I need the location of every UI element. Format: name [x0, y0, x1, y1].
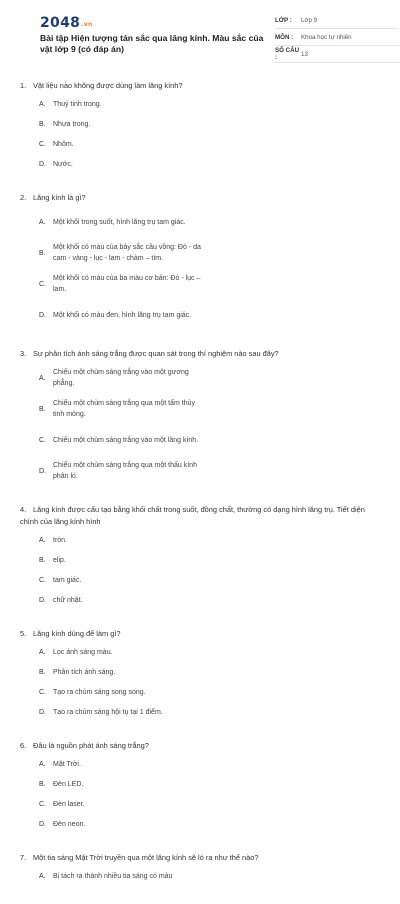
answer-choice[interactable] — [39, 667, 210, 678]
choice-letter: A. — [39, 873, 46, 880]
choice-letter: B. — [39, 405, 46, 413]
answer-choice[interactable] — [39, 687, 210, 698]
meta-value: 13 — [301, 50, 308, 58]
choice-text: Chiếu một chùm sáng trắng vào một lăng kính. — [53, 436, 199, 444]
answer-choices — [20, 647, 380, 727]
answer-choice[interactable] — [39, 99, 210, 110]
choice-letter: B. — [39, 669, 46, 676]
question-body: Đâu là nguồn phát ánh sáng trắng? — [33, 741, 149, 750]
choice-text: elip. — [53, 557, 66, 564]
question-text — [20, 628, 380, 640]
choice-text: Nhựa trong. — [53, 121, 91, 128]
choice-text: Mặt Trời. — [53, 761, 81, 768]
choice-text: Thuỷ tinh trong. — [53, 101, 102, 108]
answer-choice[interactable] — [39, 367, 210, 389]
choice-letter: D. — [39, 467, 46, 475]
question-body: Lăng kính dùng để làm gì? — [33, 629, 121, 638]
choice-text: Một khối có màu đen, hình lăng trụ tam giác. — [53, 311, 192, 319]
answer-choice[interactable] — [39, 460, 210, 482]
answer-choice[interactable] — [39, 647, 210, 658]
answer-choices — [20, 535, 380, 615]
meta-value: Khoa học tự nhiên — [301, 33, 352, 41]
question-body: Lăng kính được cấu tạo bằng khối chất trong suốt, đồng chất, thường có dạng hình lăng trụ. Tiết diện chính của lăng kính hình — [20, 505, 365, 526]
choice-text: Tạo ra chùm sáng song song. — [53, 689, 146, 696]
choice-text: Đèn laser. — [53, 801, 85, 808]
question-5 — [20, 628, 380, 727]
choice-letter: A. — [39, 101, 46, 108]
question-2 — [20, 192, 380, 335]
question-number: 5. — [20, 629, 27, 638]
choice-text: tròn. — [53, 537, 68, 544]
answer-choice[interactable] — [39, 139, 210, 150]
meta-value: Lớp 9 — [301, 16, 318, 24]
answer-choice[interactable] — [39, 242, 210, 264]
choice-text: chữ nhật. — [53, 597, 83, 604]
meta-row-subject — [275, 29, 399, 46]
choice-letter: C. — [39, 436, 46, 444]
choice-letter: C. — [39, 280, 46, 288]
choice-text: Chiếu một chùm sáng trắng qua một tấm thủy tinh mỏng. — [53, 400, 196, 418]
question-number: 4. — [20, 505, 27, 514]
question-text — [20, 348, 380, 360]
choice-letter: A. — [39, 374, 46, 382]
meta-key: MÔN : — [275, 33, 294, 41]
choice-text: Tạo ra chùm sáng hội tụ tại 1 điểm. — [53, 709, 163, 716]
question-number: 3. — [20, 349, 27, 358]
answer-choices — [20, 871, 380, 891]
question-body: Lăng kính là gì? — [33, 193, 86, 202]
question-6 — [20, 740, 380, 839]
choice-text: Lọc ánh sáng màu. — [53, 649, 113, 656]
question-1 — [20, 80, 380, 179]
meta-row-count — [275, 46, 399, 63]
question-body: Sự phân tích ánh sáng trắng được quan sát trong thí nghiệm nào sau đây? — [33, 349, 279, 358]
question-body: Một tia sáng Mặt Trời truyền qua một lăng kính sẽ ló ra như thế nào? — [33, 853, 259, 862]
choice-letter: C. — [39, 689, 46, 696]
choice-letter: A. — [39, 649, 46, 656]
answer-choice[interactable] — [39, 555, 210, 566]
answer-choice[interactable] — [39, 707, 210, 718]
choice-text: Một khối có màu của ba màu cơ bản: Đỏ - lục – lam. — [53, 275, 201, 293]
question-number: 6. — [20, 741, 27, 750]
logo-suffix: .vn — [81, 21, 93, 28]
answer-choice[interactable] — [39, 304, 210, 326]
meta-key: LỚP : — [275, 16, 292, 24]
choice-text: Một khối trong suốt, hình lăng trụ tam giác. — [53, 218, 186, 226]
answer-choice[interactable] — [39, 779, 210, 790]
question-text — [20, 80, 380, 92]
meta-info — [275, 12, 399, 63]
question-number: 7. — [20, 853, 27, 862]
answer-choice[interactable] — [39, 535, 210, 546]
choice-text: Phân tích ánh sáng. — [53, 669, 116, 676]
choice-letter: B. — [39, 557, 46, 564]
choice-text: Chiếu một chùm sáng trắng vào một gương phẳng. — [53, 369, 189, 387]
answer-choice[interactable] — [39, 159, 210, 170]
choice-text: Đèn neon. — [53, 821, 86, 828]
question-body: Vật liệu nào không được dùng làm lăng kính? — [33, 81, 183, 90]
answer-choice[interactable] — [39, 759, 210, 770]
choice-letter: A. — [39, 761, 46, 768]
page-title: Bài tập Hiện tượng tán sắc qua lăng kính. Màu sắc của vật lớp 9 (có đáp án) — [40, 33, 264, 54]
choice-letter: A. — [39, 218, 46, 226]
choice-letter: A. — [39, 537, 46, 544]
answer-choice[interactable] — [39, 575, 210, 586]
choice-letter: D. — [39, 709, 46, 716]
answer-choices — [20, 99, 380, 179]
choice-text: tam giác. — [53, 577, 82, 584]
choice-letter: D. — [39, 597, 46, 604]
choice-text: Nhôm. — [53, 141, 74, 148]
meta-row-class — [275, 12, 399, 29]
answer-choice[interactable] — [39, 595, 210, 606]
question-number: 2. — [20, 193, 27, 202]
site-logo[interactable] — [40, 15, 93, 31]
answer-choice[interactable] — [39, 398, 210, 420]
choice-letter: B. — [39, 121, 46, 128]
choice-letter: C. — [39, 577, 46, 584]
choice-text: Đèn LED. — [53, 781, 84, 788]
question-text — [20, 740, 380, 752]
answer-choice[interactable] — [39, 819, 210, 830]
header — [20, 0, 380, 78]
choice-text: Một khối có màu của bảy sắc cầu vồng: Đỏ - da cam - vàng - lục - lam - chàm – tím. — [53, 244, 201, 262]
answer-choice[interactable] — [39, 429, 210, 451]
answer-choice[interactable] — [39, 871, 210, 882]
choice-letter: B. — [39, 781, 46, 788]
question-list — [20, 80, 380, 904]
answer-choices — [20, 211, 380, 335]
logo-text: 2048 — [40, 15, 81, 31]
choice-text: Chiếu một chùm sáng trắng qua một thấu kính phân kì. — [53, 462, 197, 480]
choice-letter: D. — [39, 311, 46, 319]
answer-choice[interactable] — [39, 211, 210, 233]
choice-letter: D. — [39, 821, 46, 828]
question-text — [20, 504, 380, 528]
answer-choices — [20, 367, 380, 491]
question-text — [20, 852, 380, 864]
answer-choice[interactable] — [39, 119, 210, 130]
question-text — [20, 192, 380, 204]
answer-choice[interactable] — [39, 799, 210, 810]
meta-key: SỐ CÂU : — [275, 47, 300, 61]
choice-letter: C. — [39, 801, 46, 808]
choice-letter: C. — [39, 141, 46, 148]
question-3 — [20, 348, 380, 491]
choice-text: Nước. — [53, 161, 73, 168]
choice-letter: B. — [39, 249, 46, 257]
choice-text: Bị tách ra thành nhiều tia sáng có màu — [53, 873, 173, 880]
question-4 — [20, 504, 380, 615]
answer-choice[interactable] — [39, 273, 210, 295]
answer-choices — [20, 759, 380, 839]
question-number: 1. — [20, 81, 27, 90]
question-7 — [20, 852, 380, 891]
choice-letter: D. — [39, 161, 46, 168]
